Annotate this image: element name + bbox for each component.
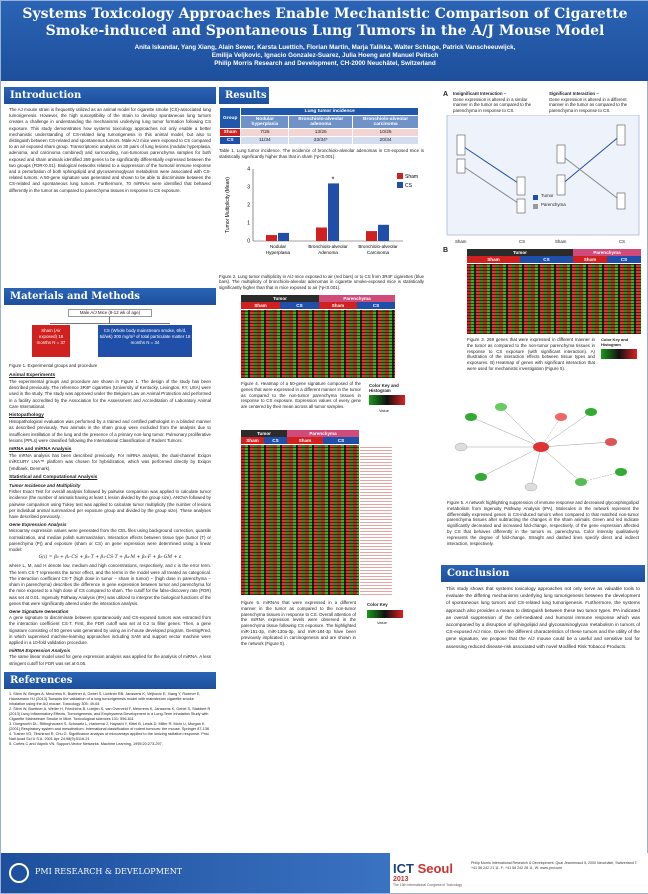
- fig3b-heatmap: [467, 264, 641, 334]
- figure-4: [219, 295, 437, 430]
- sig-text: A gene signature to discriminate between spontaneously and CS-exposed tumors was extracted from the interaction coefficient CS·T. First, the FDR cutoff was set at 0.2 to filter genes. Then, a gene signature consisting of 50 genes was generated by using an in-house developed program, GenSigPred, in which supervised machine-learning approaches including SAM and support vector machine were applied in a 10-fold validation procedure.: [9, 615, 211, 645]
- authors: [1, 44, 648, 60]
- table-body: [220, 129, 419, 145]
- fig3-color-key-label: Color Key and Histogram: [601, 337, 629, 347]
- gea-text: Microarray expression values were generated from the CEL files using background correction, quantile normalization, and median polish summarization. Interaction effects between tissue type (tumor (T) or parenchyma (P)) and exposure (sham or CS) on gene expression were determined using a linear model:: [9, 528, 211, 553]
- figure-6-caption: Figure 6. miRNAs that were expressed in a different manner in the tumor as compared to the non-tumor parenchyma tissues in response to CS. Overall attention of the miRNA expression levels were observed in the parenchyma tissue following CS exposure. The highlighted miR-151-3p, miR-130a-3p, and miR-184-3p have been previously implicated in carcinogenesis and are shown in the network (Figure 5).: [241, 599, 356, 646]
- table-header-lung: Lung tumor incidence: [241, 108, 419, 116]
- ict-subtitle: The 13th International Congress of Toxicology: [393, 883, 462, 887]
- fig6-sham-header-2: Sham: [287, 437, 323, 444]
- fig3b-tumor-header: Tumor: [467, 249, 573, 256]
- fig3b-cs-header: CS: [520, 256, 573, 263]
- figure-6: [219, 430, 437, 646]
- footer-contact: Philip Morris International Research & Development, Quai Jeanrenaud 5, 2000 Neuchâtel, Switzerland T: +41 58 242 21 11, F: +41 58 242 28 11, W: www.pmi.com: [471, 861, 638, 870]
- insig-title: Insignificant Interaction –: [453, 91, 507, 96]
- table-cell: 20/34: [353, 137, 419, 145]
- figure-2-bar-chart: [219, 163, 419, 273]
- table-cell: 13/25: [289, 129, 353, 137]
- bar-sham: [316, 227, 327, 241]
- sig-subheading: Gene Signature Generation: [9, 608, 69, 614]
- fig3-color-key: [601, 349, 637, 359]
- reference-item: 2. Stinn W, Buettner A, Weiler H, Friedrichs B, Luetjen S, van Overveld F, Meurrens K, Janssens K, Gebel S, Stabbert R (2013) Lung Inflammatory Effects, Tumorigenesis, and Emphysema Development in a Long-Term Inhalation Study with Cigarette Mainstream Smoke in Mice. Toxicological sciences 131: 596-611: [9, 706, 211, 721]
- significance-annotation: *: [331, 175, 335, 183]
- fig4-sham-header-2: Sham: [319, 302, 357, 309]
- fig6-sham-header: Sham: [241, 437, 264, 444]
- authors-line-1: Anita Iskandar, Yang Xiang, Alain Sewer, Karsta Luettich, Florian Martin, Marja Talikka, Walter Schlage, Patrick Vanscheeuwijck,: [134, 44, 516, 51]
- table-1-caption: Table 1. Lung tumor incidence. The incidence of bronchiolo-alveolar adenomas in CS-exposed mice is statistically significantly higher than that in sham (*p<0.001).: [219, 148, 424, 159]
- fig3a-sham-label-1: Sham: [455, 239, 467, 244]
- middle-column: [219, 87, 437, 646]
- gea-subheading: Gene Expression Analysis: [9, 522, 67, 528]
- table-1: [219, 107, 419, 145]
- title-line-1: Systems Toxicology Approaches Enable Mechanistic Comparison of Cigarette: [22, 6, 628, 22]
- mirna-subheading: miRNA Expression Analysis: [9, 648, 71, 654]
- ict-year: 2013: [393, 876, 409, 883]
- bar-sham: [366, 231, 377, 241]
- insig-text: Gene expression is altered in a similar manner in the tumor as compared to the parenchyma in response to CS.: [453, 96, 532, 113]
- sig-title: Significant Interaction –: [549, 91, 599, 96]
- bar-cs: [278, 232, 289, 240]
- right-column: [441, 87, 645, 653]
- figure-3a: [441, 87, 645, 247]
- mrna-heading: mRNA and miRNA Analysis: [9, 447, 72, 453]
- mirna-text: The same linear model used for gene expression analysis was applied for the analysis of miRNA. A less stringent cutoff for FDR was set at 0.05.: [9, 654, 211, 666]
- fig6-cs-header: CS: [264, 437, 287, 444]
- table-row: [220, 129, 419, 137]
- fig3b-cs-header-2: CS: [607, 256, 641, 263]
- x-tick-label: Bronchiolo-alveolar: [358, 243, 398, 249]
- references-list: [4, 689, 216, 750]
- fig4-cs-header-2: CS: [357, 302, 395, 309]
- x-tick-label: Nodular: [269, 243, 287, 249]
- fig3a-cs-label-2: CS: [619, 239, 626, 244]
- legend-label: CS: [405, 182, 412, 189]
- methods-heading: Materials and Methods: [4, 288, 216, 305]
- conclusion-text: This study shows that systems toxicology approaches not only serve as valuable tools to evaluate the differing mechanisms underlying lung tumorigenesis between the development of spontaneous lung tumors and CS-related lung tumorigenesis. Furthermore, the systems approach also provides a means to distinguish between these two tumor types. IPA indicated an overall suppression of the cell-mediated and humoral immune response which was accompanied by a disruption of sphingolipid and glycosaminoglycan metabolism in tumors of CS-exposed A/J mice. Given the different characteristics of these tumors and the utility of the gene signature, we propose that the A/J mouse could be a useful and sensitive tool for assessing reduced disease-risk associated with novel Modified Risk Tobacco Products.: [446, 586, 640, 649]
- fig6-color-key: [367, 610, 403, 618]
- stat-subheading: Tumor Incidence and Multiplicity: [9, 483, 81, 489]
- fig6-heatmap: [241, 445, 359, 595]
- bar-sham: [266, 235, 277, 241]
- fig4-parenchyma-header: Parenchyma: [319, 295, 395, 302]
- histo-heading: Histopathology: [9, 413, 44, 419]
- fig3b-sham-header: Sham: [467, 256, 520, 263]
- poster-title: [1, 1, 648, 40]
- fig6-parenchyma-header: Parenchyma: [287, 430, 359, 437]
- sig-text-box: Gene expression is altered in a different manner in the tumor as compared to the parenchyma in response to CS.: [549, 96, 628, 113]
- ict-text: ICT: [393, 861, 414, 876]
- figure-5: [441, 397, 645, 547]
- table-group-cell: Sham: [220, 129, 241, 137]
- fig4-color-key-label: Color Key and Histogram: [369, 382, 399, 393]
- table-header-group: Group: [220, 108, 241, 129]
- legend-swatch: [397, 182, 403, 188]
- fig4-color-key: [369, 395, 405, 405]
- fig4-cs-header: CS: [280, 302, 319, 309]
- figure-5-caption: Figure 5. A network highlighting suppression of immune response and decreased glycosphingolipid metabolism from Ingenuity Pathway Analysis (IPA). Molecules in the network represent the differentially expressed genes in CS-induced tumors when compared to that matched non-tumor parenchyma tissues after subtracting the changes in the sham animals. Green and red indicate significantly decreased and increased fold-change, respectively, of the gene expression affected by CS that behaves differently in the tumors vs. parenchyma. Color intensity qualitatively represents the degree of fold-change. Straight and dashed lines specify direct and indirect interaction, respectively.: [447, 500, 639, 546]
- stat-heading: Statistical and Computational Analysis: [9, 474, 98, 480]
- table-cell: 10/25: [353, 129, 419, 137]
- fig4-value-label: Value: [379, 407, 389, 413]
- legend-tumor: Tumor: [541, 193, 554, 198]
- panel-b-label: B: [443, 247, 449, 254]
- formula: G(i) = β₀ + β₁·CS + β₂·T + β₃·CS·T + β₄·M + β₅·F + β₆·GM + ε: [38, 555, 182, 561]
- affiliation: Philip Morris Research and Development, CH-2000 Neuchâtel, Switzerland: [214, 60, 436, 67]
- conclusion-heading: Conclusion: [441, 565, 645, 582]
- fig6-row-labels: [360, 445, 392, 595]
- ict-city: Seoul: [417, 861, 453, 876]
- table-col-header: Bronchiolo-alveolar adenoma: [289, 116, 353, 129]
- flow-sham-box: Sham (Air exposed) 18 months N = 37: [32, 325, 70, 357]
- fig4-tumor-header: Tumor: [241, 295, 319, 302]
- fig3b-parenchyma-header: Parenchyma: [573, 249, 641, 256]
- footer-org: PMI RESEARCH & DEVELOPMENT: [35, 867, 183, 876]
- fig3a-sham-label-2: Sham: [555, 239, 567, 244]
- reference-item: 5. Cortes C and Vapnik VN. Support-Vector Networks. Machine Learning, 1995;20:273-297.: [9, 741, 163, 746]
- table-col-header: Nodular hyperplasia: [241, 116, 289, 129]
- panel-a-label: A: [443, 91, 449, 98]
- x-tick-label: Hyperplasia: [265, 249, 291, 255]
- y-tick-label: 0: [247, 238, 250, 245]
- intro-heading: Introduction: [4, 87, 216, 104]
- intro-text: The AJ mouse strain is frequently utilized as an animal model for cigarette smoke (CS)-associated lung tumorigenesis. However, the high susceptibility of the strain to develop spontaneous lung tumors creates a challenge in understanding the mechanisms underlying lung tumor formation following CS exposure. This study demonstrates how systems toxicology approaches not only enable a better mechanistic understanding of CS-related lung tumorigenesis in this animal model, but also to distinguish between CS-related and spontaneous tumors. Male A/J mice were exposed to CS compared to an air exposed sham group. Transcriptomic analysis on 30 pairs of lung lesions (nodular hyperplasia, adenoma, and carcinoma combined) and surrounding, non-tumorous parenchyma samples for both exposed and sham animals identified 269 genes to be significantly differentially expressed between the two groups (FDR<0.01). Biological networks related to a suppression of the humoral immune response and a perturbation of both sphingolipid and glycosaminoglycan metabolism were associated with CS-related tumors. A 50-gene signature was generated and shown to be able to discriminate between the CS-related and spontaneous lung tumors. Furthermore, 70 miRNAs were identified that behaved differently in the tumor as compared to parenchyma tissues in response to CS exposure.: [9, 107, 211, 193]
- y-tick-label: 3: [247, 184, 250, 191]
- figure-2-caption: Figure 2. Lung tumor multiplicity in A/J mice exposed to air (red bars) or to CS from 3R4F cigarettes (blue bars). The multiplicity of bronchiolo-alveolar adenomas in cigarette smoke-exposed mice is statistically significantly higher than that in mice exposed to air (*p<0.001).: [219, 273, 424, 291]
- figure-3-caption: Figure 3. 269 genes that were expressed in different manner in the tumor as compared to the non-tumor parenchyma tissues in response to CS exposure (with significant interaction). A) Illustration of the interaction effects between tissue types and exposures. B) Heatmap of genes with significant interaction that were used for mechanistic investigation (Figure 5).: [467, 337, 595, 371]
- left-column: [4, 87, 216, 750]
- x-tick-label: Bronchiolo-alveolar: [308, 243, 348, 249]
- y-axis-label: Tumor Multiplicity (Mean): [225, 176, 231, 233]
- title-line-2: Smoke-induced and Spontaneous Lung Tumors in the A/J Mouse Model: [45, 23, 605, 39]
- animal-heading: Animal Experiments: [9, 372, 56, 378]
- fig6-color-key-label: Color Key: [367, 601, 388, 607]
- bar-cs: [328, 183, 339, 241]
- figure-4-caption: Figure 4. Heatmap of a 50-gene signature composed of the genes that were expressed in a different manner in the tumor as compared to the non-tumor parenchyma tissues in response to CS exposure. Expression values of every gene are centered by their mean across all tumor samples.: [241, 380, 361, 410]
- fig3a-cs-label-1: CS: [519, 239, 526, 244]
- ipa-network: [441, 397, 645, 497]
- table-column-headers: [220, 116, 419, 129]
- animal-text: The experimental groups and procedure are shown in Figure 1. The design of the study has been described previously. The reference 3R4F cigarettes (University of Kentucky, Lexington, KY, USA) were used in the study. The study was approved under the Belgium Law on Animal Protection and performed in a facility accredited by the Association for the Assessment and Accreditation of Laboratory Animal Care International.: [9, 379, 211, 409]
- ict-logo: [393, 861, 453, 883]
- bar-cs: [378, 224, 389, 240]
- flow-top-box: Male A/J Mice (8-12 wk of age): [68, 309, 152, 317]
- y-tick-label: 4: [247, 166, 250, 173]
- table-cell: 33/34*: [289, 137, 353, 145]
- fig3b-sham-header-2: Sham: [573, 256, 607, 263]
- figure-1-flow: [4, 305, 216, 363]
- table-col-header: Bronchiolo-alveolar carcinoma: [353, 116, 419, 129]
- reference-item: 4. Tusher VG, Tibshirani R, Chu G. Significance analysis of microarrays applied to the ionizing radiation response. Proc Natl Acad Sci U S A. 2001 Apr 24;98(9):5116-21: [9, 731, 210, 741]
- mrna-text: The mRNA analysis has been described previously. For miRNA analysis, the dual-channel Exiqon miRCURY LNA™ platform was chosen for hybridization, which was performed directly by Exiqon (Vedbaek, Denmark).: [9, 453, 211, 471]
- legend-swatch: [397, 173, 403, 179]
- flow-connector-h: [50, 323, 170, 324]
- fig6-cs-header-2: CS: [323, 437, 359, 444]
- pmi-logo-icon: [9, 863, 29, 883]
- fig6-tumor-header: Tumor: [241, 430, 287, 437]
- table-cell: 11/34: [241, 137, 289, 145]
- x-tick-label: Adenoma: [318, 249, 338, 255]
- figure-3b: [441, 247, 645, 397]
- sig-box: [549, 91, 639, 113]
- fig4-heatmap: [241, 310, 395, 378]
- figure-1-caption: Figure 1. Experimental groups and procedure: [9, 363, 98, 368]
- stat-text: Fisher Exact Test for overall analysis followed by pairwise comparison was applied to calculate tumor incidence (the number of animals having at least 1 lesion divided by the group size). ANOVA followed by pairwise comparison using Tukey test was applied to calculate tumor multiplicity (the number of lesions per individual animal summarized per exposure group and divided by the group size). These analyses have described previously.: [9, 489, 211, 520]
- authors-line-2: Emilija Veljkovic, Ignacio Gonzalez-Suarez, Julia Hoeng and Manuel Peitsch: [211, 52, 439, 59]
- legend-parenchyma: Parenchyma: [541, 202, 566, 207]
- results-heading: Results: [219, 87, 269, 104]
- reference-item: 3. Dungworth DL, Rittinghausen S, Schwartz L, Harkema J, Hayashi Y, Kittel B, Lewis D, Miller R, Mohr U, Morgan K (2001) Respiratory system and mesothelium. International classification of rodent tumours: the mouse. Springer 87-136: [9, 721, 210, 731]
- interaction-illustration: [441, 115, 645, 245]
- table-row: [220, 137, 419, 145]
- histo-text: Histopathological evaluation was performed by a trained and certified pathologist in a blinded manner as described previously. Two animals in the sham group were excluded from the analysis due to insufficient instillation of the lung and the presence of a primary non-lung tumor. Pulmonary proliferative lesions (PPLs) were classified following the International Classification of Rodent Tumors.: [9, 419, 211, 443]
- fig4-sham-header: Sham: [241, 302, 280, 309]
- table-cell: 7/25: [241, 129, 289, 137]
- x-tick-label: Carcinoma: [366, 249, 390, 255]
- references-heading: References: [4, 672, 216, 689]
- insig-box: [453, 91, 541, 113]
- flow-cs-box: CS (Whole body mainstream smoke, 6h/d, 5d/wk) 300 mg/m³ of total particulate matter 18 months N = 34: [98, 325, 192, 357]
- legend-label: Sham: [405, 173, 419, 180]
- reference-item: 1. Stinn W, Berges A, Meurrens K, Buettner A, Gebel S, Lichtner RB, Janssens K, Veljkovic E, Xiang Y, Roemer E, Haussmann HJ (2013) Towards the validation of a lung tumorigenesis model with mainstream cigarette smoke inhalation using the A/J mouse. Toxicology 305: 49-64: [9, 691, 201, 706]
- y-tick-label: 1: [247, 220, 250, 227]
- y-tick-label: 2: [247, 202, 250, 209]
- poster-header: [1, 1, 648, 81]
- gea-text-2: where L, M, and H denote low, medium and high concentrations, respectively, and ε is the error term. The term CS·T represents the tumor effect, and the terms in the model were all treated as categorical. The interaction coefficient CS·T (high dose in tumor − sham in tumor) − (high dose in parenchyma − sham in parenchyma) describes the difference in gene expression between tumor and parenchyma for the mice exposed to a high dose of CS compared to sham. The cutoff for the false-discovery rate (FDR) was set at 0.01. Ingenuity Pathway Analysis (IPA) was utilized to interpret the biological functions of the genes that were significantly altered under the interaction analysis.: [9, 563, 211, 606]
- poster-footer: [1, 853, 648, 893]
- table-group-cell: CS: [220, 137, 241, 145]
- fig6-value-label: Value: [377, 619, 387, 625]
